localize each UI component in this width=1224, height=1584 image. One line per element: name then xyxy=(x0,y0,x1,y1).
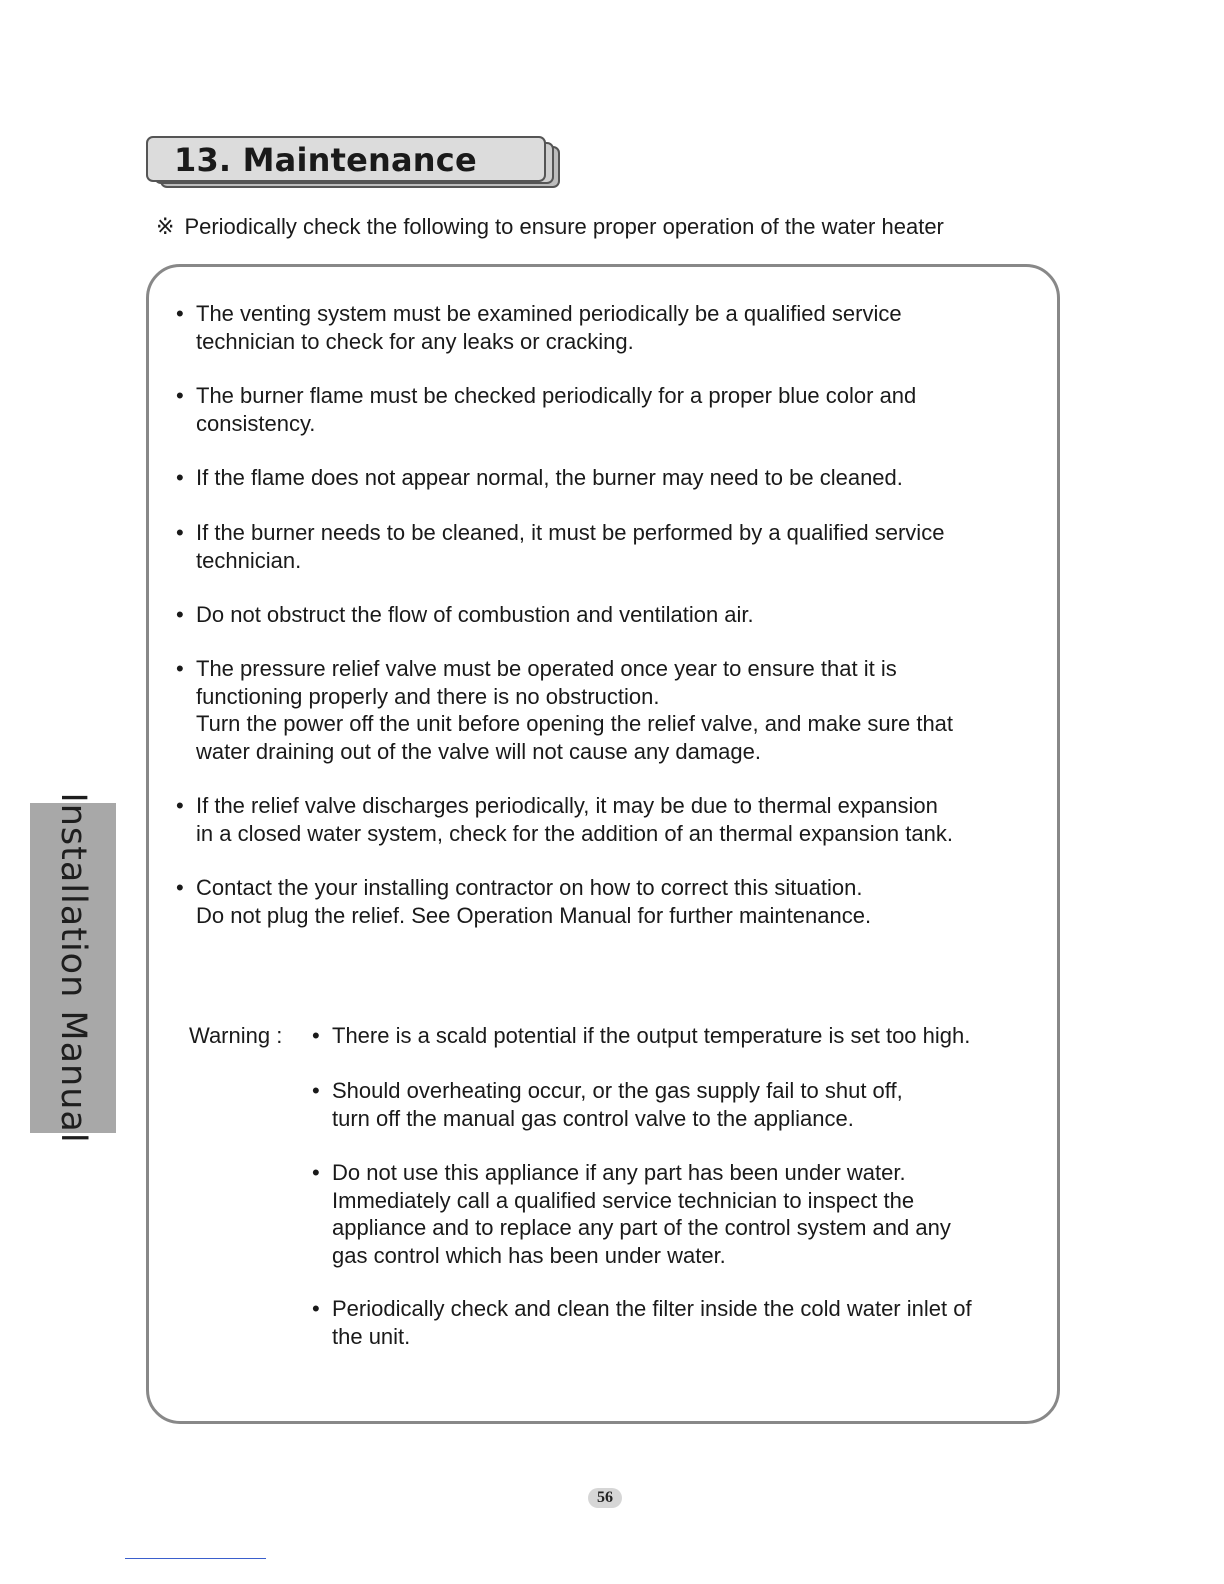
item-line: If the flame does not appear normal, the burner may need to be cleaned. xyxy=(196,465,903,490)
bullet-icon: • xyxy=(312,1296,320,1321)
warning-line: There is a scald potential if the output temperature is set too high. xyxy=(332,1023,971,1048)
list-item xyxy=(176,792,1056,847)
item-line: Do not plug the relief. See Operation Manual for further maintenance. xyxy=(196,902,872,928)
warning-item xyxy=(312,1159,1052,1269)
reference-mark: ※ xyxy=(156,214,175,239)
item-line: functioning properly and there is no obstruction. xyxy=(196,683,660,709)
warning-item xyxy=(312,1022,1052,1050)
list-item xyxy=(176,655,1056,765)
footer-rule xyxy=(125,1558,266,1559)
bullet-icon: • xyxy=(312,1160,320,1185)
item-line: water draining out of the valve will not cause any damage. xyxy=(196,738,761,764)
warning-item xyxy=(312,1077,1052,1132)
bullet-icon: • xyxy=(176,465,184,490)
side-tab xyxy=(30,792,116,1144)
subtitle-text: Periodically check the following to ensure proper operation of the water heater xyxy=(184,214,944,239)
warning-line: Should overheating occur, or the gas supply fail to shut off, xyxy=(332,1078,903,1103)
page-number: 56 xyxy=(588,1488,622,1508)
warning-line: gas control which has been under water. xyxy=(332,1242,726,1268)
list-item xyxy=(176,874,1056,929)
bullet-icon: • xyxy=(176,793,184,818)
item-line: technician. xyxy=(196,547,302,573)
bullet-icon: • xyxy=(312,1078,320,1103)
item-line: If the burner needs to be cleaned, it must be performed by a qualified service xyxy=(196,520,945,545)
item-line: technician to check for any leaks or cracking. xyxy=(196,328,634,354)
bullet-icon: • xyxy=(176,301,184,326)
item-line: The venting system must be examined periodically be a qualified service xyxy=(196,301,902,326)
bullet-icon: • xyxy=(176,383,184,408)
warning-item xyxy=(312,1295,1052,1350)
item-line: consistency. xyxy=(196,410,316,436)
item-line: Do not obstruct the flow of combustion and ventilation air. xyxy=(196,602,754,627)
bullet-icon: • xyxy=(176,875,184,900)
warning-line: Do not use this appliance if any part has been under water. xyxy=(332,1160,906,1185)
title-tab-front xyxy=(146,136,546,182)
bullet-icon: • xyxy=(176,656,184,681)
item-line: in a closed water system, check for the addition of an thermal expansion tank. xyxy=(196,820,953,846)
list-item xyxy=(176,300,1056,355)
bullet-icon: • xyxy=(176,602,184,627)
warning-line: Immediately call a qualified service technician to inspect the xyxy=(332,1187,915,1213)
side-tab-label: Installation Manual xyxy=(53,792,93,1144)
bullet-icon: • xyxy=(312,1023,320,1048)
list-item xyxy=(176,464,1056,492)
warning-line: appliance and to replace any part of the control system and any xyxy=(332,1215,951,1240)
item-line: Contact the your installing contractor on how to correct this situation. xyxy=(196,875,863,900)
list-item xyxy=(176,382,1056,437)
item-line: The pressure relief valve must be operated once year to ensure that it is xyxy=(196,656,897,681)
bullet-icon: • xyxy=(176,520,184,545)
warning-label: Warning : xyxy=(189,1023,283,1048)
list-item xyxy=(176,601,1056,629)
item-line: Turn the power off the unit before opening the relief valve, and make sure that xyxy=(196,711,954,736)
item-line: If the relief valve discharges periodically, it may be due to thermal expansion xyxy=(196,793,938,818)
section-subtitle xyxy=(156,214,944,240)
page-title: 13. Maintenance xyxy=(174,141,477,179)
item-line: The burner flame must be checked periodically for a proper blue color and xyxy=(196,383,917,408)
warning-line: the unit. xyxy=(332,1323,411,1349)
warning-line: Periodically check and clean the filter inside the cold water inlet of xyxy=(332,1296,972,1321)
warning-line: turn off the manual gas control valve to the appliance. xyxy=(332,1105,854,1131)
section-title-tab xyxy=(146,136,560,190)
list-item xyxy=(176,519,1056,574)
